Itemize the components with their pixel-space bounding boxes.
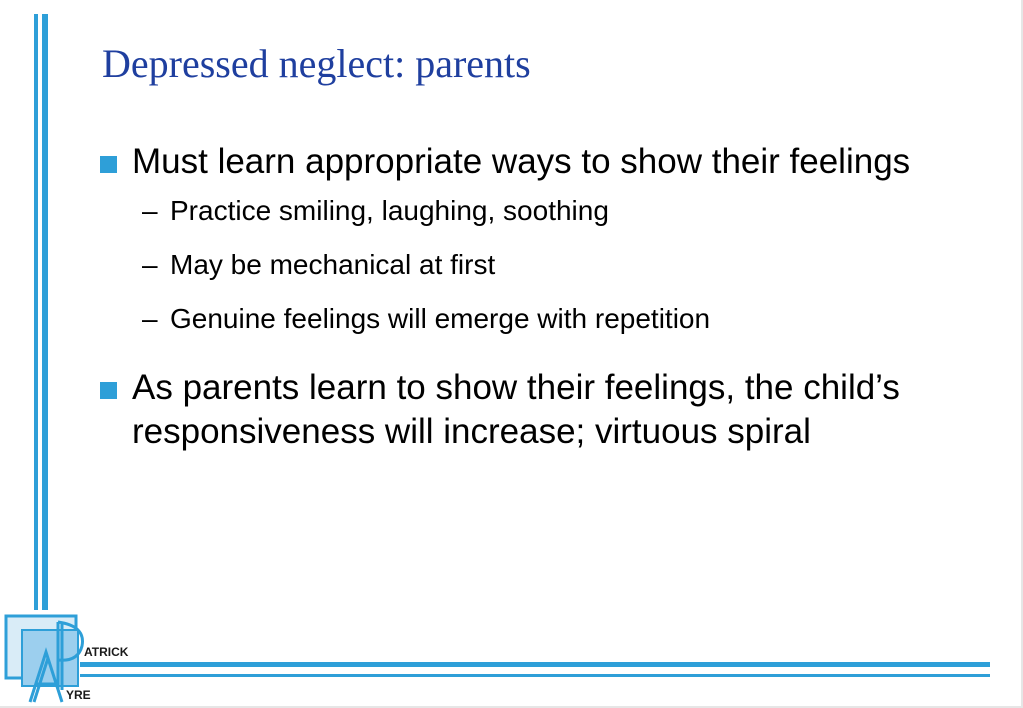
dash-marker: – — [142, 303, 158, 334]
bottom-border-thick — [80, 662, 990, 667]
sub-bullet-item — [96, 302, 976, 336]
square-bullet-icon — [100, 156, 117, 173]
slide-title: Depressed neglect: parents — [102, 41, 531, 86]
logo-text-line2: YRE — [66, 688, 91, 702]
bottom-border-thin — [80, 674, 990, 677]
sub-bullet-text: Genuine feelings will emerge with repetition — [170, 303, 711, 334]
bullet-text: As parents learn to show their feelings, the child’s responsiveness will increase; virtuous spiral — [132, 368, 900, 451]
patrick-ayre-logo — [0, 612, 150, 708]
left-border-thin — [34, 14, 38, 610]
slide-body — [96, 140, 976, 454]
sub-bullet-text: Practice smiling, laughing, soothing — [170, 195, 609, 226]
bullet-item — [96, 366, 976, 454]
logo-text-line1: ATRICK — [84, 645, 129, 659]
left-border-thick — [42, 14, 48, 610]
square-bullet-icon — [100, 382, 117, 399]
sub-bullet-item — [96, 248, 976, 282]
sub-bullet-text: May be mechanical at first — [170, 249, 496, 280]
bullet-item — [96, 140, 976, 184]
dash-marker: – — [142, 195, 158, 226]
dash-marker: – — [142, 249, 158, 280]
bullet-text: Must learn appropriate ways to show their feelings — [132, 142, 911, 181]
sub-bullet-item — [96, 194, 976, 228]
